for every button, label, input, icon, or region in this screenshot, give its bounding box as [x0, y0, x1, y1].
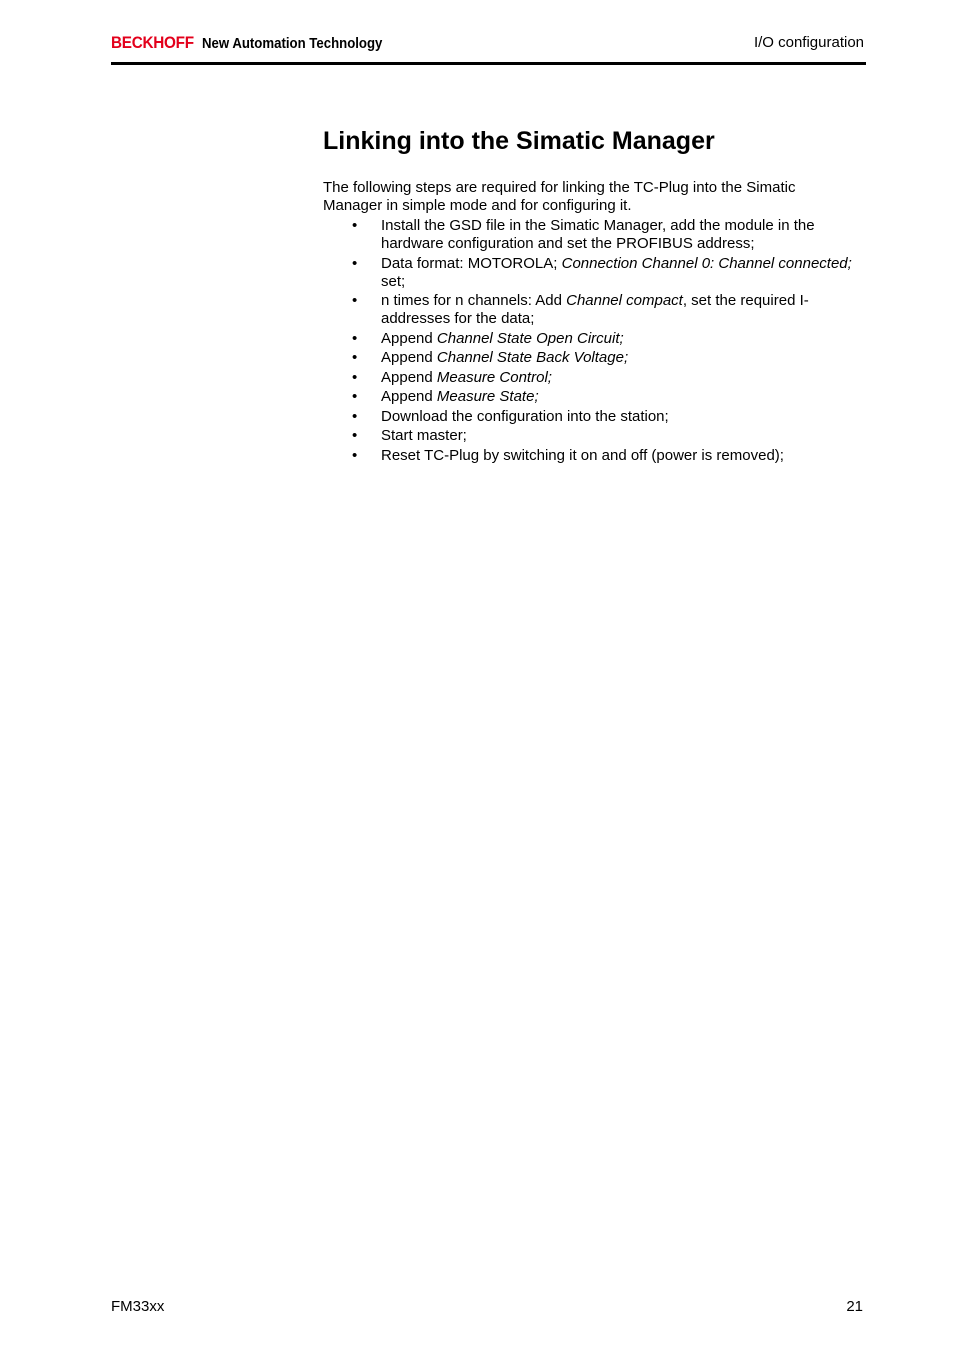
- step-text: Append: [381, 329, 437, 347]
- list-item: [323, 427, 853, 445]
- step-text: Append: [381, 349, 437, 366]
- bullet-icon: •: [352, 349, 358, 366]
- bullet-icon: •: [352, 368, 358, 386]
- step-emphasis: Channel compact: [566, 292, 683, 309]
- list-item: [323, 408, 853, 426]
- step-emphasis: Measure State;: [436, 388, 539, 405]
- list-item: [323, 388, 853, 406]
- list-item: [323, 217, 853, 253]
- footer-page-number: 21: [846, 1298, 863, 1315]
- bullet-icon: •: [352, 407, 358, 425]
- step-text: Reset TC-Plug by switching it on and off (power is removed);: [381, 446, 784, 464]
- bullet-icon: •: [352, 217, 358, 234]
- bullet-icon: •: [352, 446, 358, 464]
- page-title: Linking into the Simatic Manager: [323, 127, 715, 155]
- bullet-icon: •: [352, 329, 358, 347]
- bullet-icon: •: [352, 427, 358, 444]
- footer-product: FM33xx: [111, 1298, 165, 1315]
- step-text-after: , set the required I-addresses for the data;: [381, 292, 809, 327]
- steps-list: [323, 217, 853, 465]
- step-text: Start master;: [381, 427, 467, 444]
- step-emphasis: Channel State Back Voltage;: [436, 349, 629, 366]
- step-text: Install the GSD file in the Simatic Manager, add the module in the hardware configuration and set the PROFIBUS address;: [381, 217, 815, 252]
- step-emphasis: Measure Control;: [436, 368, 552, 386]
- step-text: Data format: MOTOROLA;: [381, 254, 562, 272]
- bullet-icon: •: [352, 388, 358, 405]
- step-text-after: set;: [381, 272, 406, 290]
- main-content: [323, 124, 853, 466]
- intro-paragraph: The following steps are required for linking the TC-Plug into the Simatic Manager in simple mode and for configuring it.: [323, 179, 796, 214]
- list-item: [323, 447, 853, 465]
- step-text: n times for n channels: Add: [381, 292, 567, 309]
- step-text: Append: [381, 388, 437, 405]
- beckhoff-logo: [111, 33, 407, 53]
- step-text: Download the configuration into the station;: [381, 407, 669, 425]
- list-item: [323, 369, 853, 387]
- brand-tagline: New Automation Technology: [201, 35, 382, 52]
- list-item: [323, 330, 853, 348]
- section-label: I/O configuration: [753, 34, 864, 51]
- step-emphasis: Connection Channel 0: Channel connected;: [561, 254, 852, 272]
- list-item: [323, 292, 853, 328]
- step-text: Append: [381, 368, 437, 386]
- bullet-icon: •: [352, 254, 358, 272]
- bullet-icon: •: [352, 292, 358, 309]
- page-header: [111, 30, 866, 65]
- brand-name: BECKHOFF: [111, 33, 194, 52]
- step-emphasis: Channel State Open Circuit;: [436, 329, 624, 347]
- list-item: [323, 349, 853, 367]
- list-item: [323, 255, 853, 291]
